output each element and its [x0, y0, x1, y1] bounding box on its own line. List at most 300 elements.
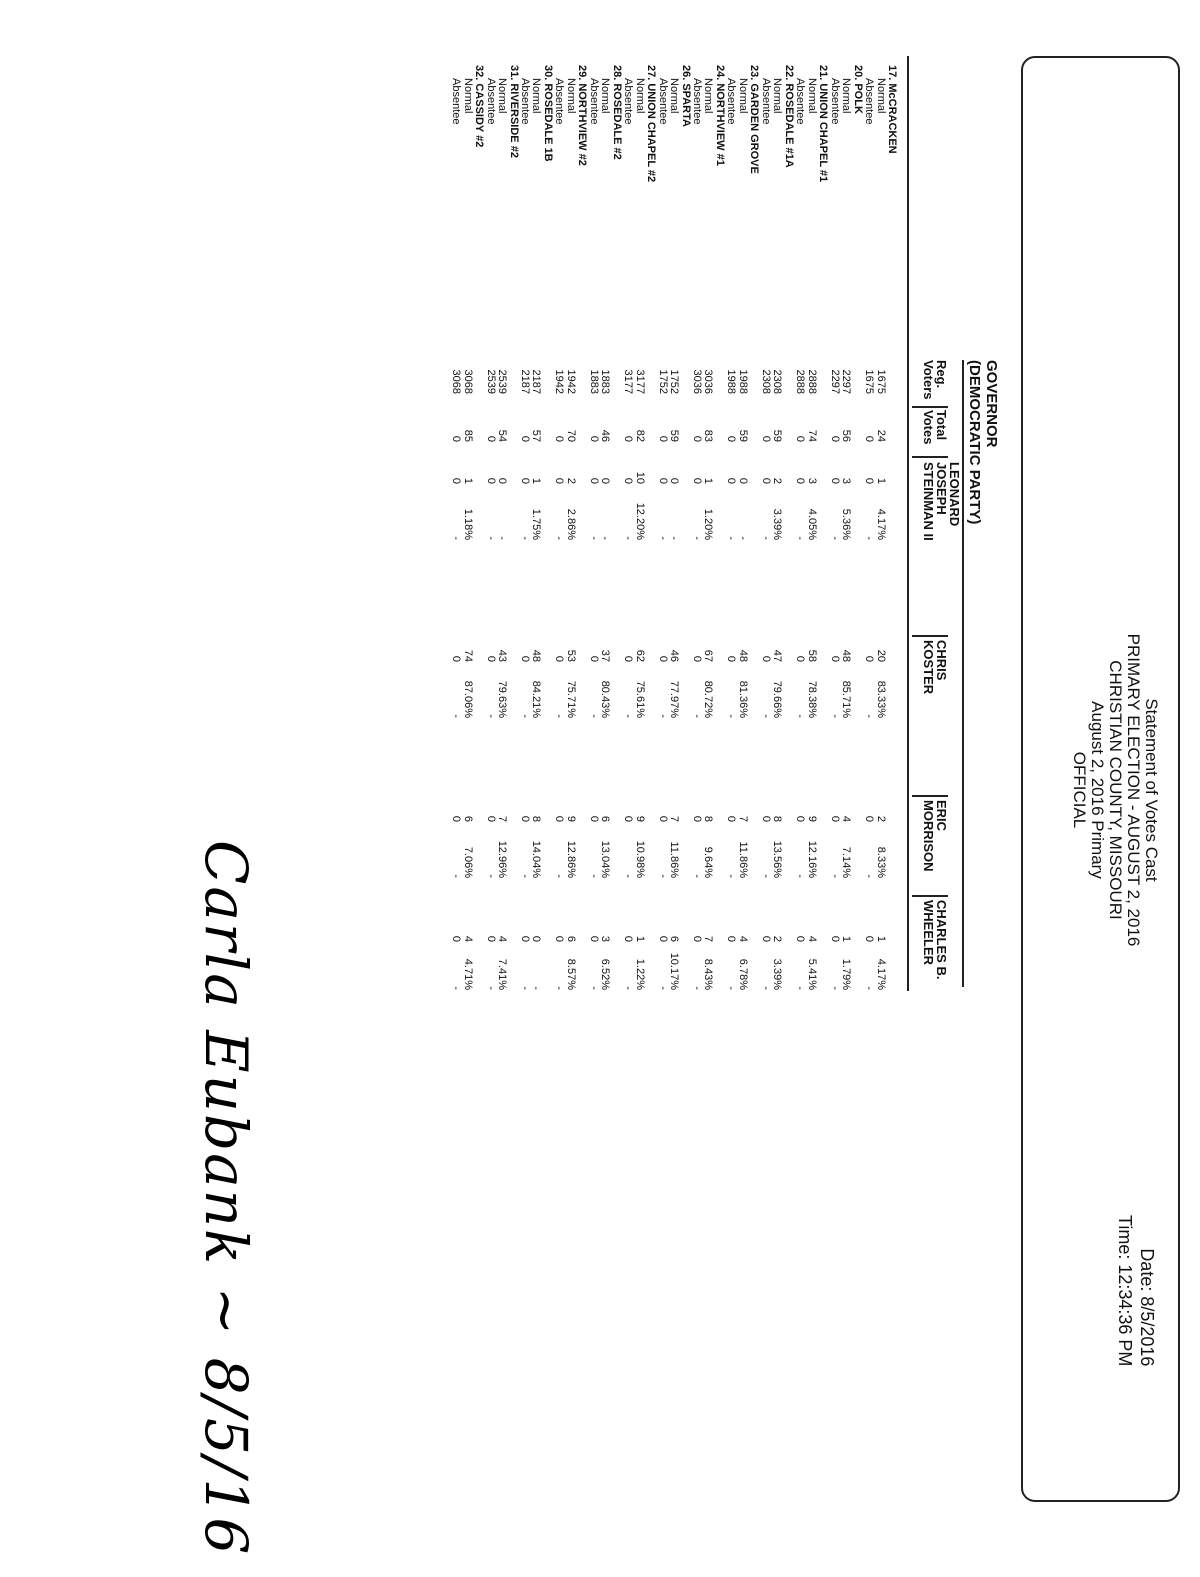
cell-p4: -: [587, 986, 600, 990]
col-reg-voters: [922, 360, 948, 400]
vote-type: Absentee: [519, 78, 531, 125]
table-row: [484, 60, 495, 1060]
col-divider: [912, 406, 948, 408]
cell-c3: 8: [530, 815, 543, 822]
cell-c3: 9: [805, 815, 818, 822]
precinct-header-row: [576, 60, 587, 1060]
cell-c4: 0: [530, 935, 543, 942]
vote-type: Normal: [736, 78, 749, 114]
cell-c4: 0: [450, 935, 463, 942]
cell-c2: 0: [794, 655, 807, 662]
report-header: [1070, 440, 1160, 1140]
cell-c3: 0: [691, 815, 704, 822]
cell-p4: -: [484, 986, 497, 990]
cell-c3: 7: [496, 815, 509, 822]
cell-p4: -: [656, 986, 669, 990]
cell-c2: 67: [702, 649, 715, 662]
cell-reg: 3068: [461, 369, 474, 394]
cell-p2: 84.21%: [530, 680, 543, 718]
cell-c1: 1: [461, 477, 474, 484]
cell-c4: 6: [564, 935, 577, 942]
cell-p1: -: [587, 536, 600, 540]
cell-total: 0: [553, 435, 566, 442]
cell-c1: 0: [863, 477, 876, 484]
vote-type: Normal: [564, 78, 577, 114]
cell-p4: 8.43%: [702, 958, 715, 990]
cell-c3: 8: [771, 815, 784, 822]
cell-c4: 0: [484, 935, 497, 942]
cell-c3: 0: [656, 815, 669, 822]
table-row: [622, 60, 633, 1060]
cell-p4: -: [530, 986, 543, 990]
cell-c3: 9: [564, 815, 577, 822]
cell-c4: 0: [553, 935, 566, 942]
vote-type: Absentee: [450, 78, 463, 125]
cell-total: 0: [759, 435, 772, 442]
vote-type: Absentee: [587, 78, 600, 125]
header-line: OFFICIAL: [1070, 751, 1089, 829]
col-candidate-steinman: [922, 462, 961, 541]
table-row: [840, 60, 851, 1060]
cell-p2: 77.97%: [668, 680, 681, 718]
cell-c1: 0: [450, 477, 463, 484]
cell-total: 74: [805, 429, 818, 442]
cell-p1: 5.36%: [840, 508, 853, 540]
cell-p2: 79.66%: [771, 680, 784, 718]
cell-c1: 0: [794, 477, 807, 484]
cell-c4: 1: [633, 935, 646, 942]
cell-c3: 0: [519, 815, 531, 822]
cell-c1: 1: [530, 477, 543, 484]
cell-p1: -: [599, 536, 612, 540]
precinct-name: 28. ROSEDALE #2: [610, 65, 623, 160]
cell-c2: 37: [599, 649, 612, 662]
cell-c4: 7: [702, 935, 715, 942]
table-row: [496, 60, 507, 1060]
precinct-name: 27. UNION CHAPEL #2: [645, 65, 658, 183]
cell-p4: -: [828, 986, 841, 990]
cell-p3: -: [828, 874, 841, 878]
cell-reg: 3177: [633, 369, 646, 394]
cell-p1: 2.86%: [564, 508, 577, 540]
cell-reg: 2187: [530, 369, 543, 394]
results-table: [450, 60, 897, 1060]
cell-c4: 4: [496, 935, 509, 942]
col-label: Reg.: [934, 360, 949, 389]
cell-p1: 1.18%: [461, 508, 474, 540]
table-row: [794, 60, 805, 1060]
vote-type: Absentee: [622, 78, 635, 125]
cell-p3: -: [622, 874, 635, 878]
cell-c2: 53: [564, 649, 577, 662]
cell-reg: 1942: [564, 369, 577, 394]
cell-c3: 0: [828, 815, 841, 822]
cell-total: 83: [702, 429, 715, 442]
cell-reg: 2539: [496, 369, 509, 394]
cell-p1: 12.20%: [633, 502, 646, 540]
cell-p1: -: [622, 536, 635, 540]
table-row: [599, 60, 610, 1060]
cell-p3: 9.64%: [702, 846, 715, 878]
cell-p1: 4.05%: [805, 508, 818, 540]
cell-p2: 85.71%: [840, 680, 853, 718]
cell-c2: 48: [530, 649, 543, 662]
cell-p3: 11.86%: [736, 841, 749, 878]
cell-p1: -: [759, 536, 772, 540]
cell-p3: 12.16%: [805, 840, 818, 878]
table-row: [874, 60, 885, 1060]
cell-p4: 10.17%: [668, 952, 681, 990]
cell-p3: -: [484, 874, 497, 878]
cell-p1: -: [553, 536, 566, 540]
cell-reg: 3036: [702, 369, 715, 394]
cell-c3: 0: [725, 815, 738, 822]
cell-c4: 0: [794, 935, 807, 942]
cell-p3: -: [794, 874, 807, 878]
table-row: [828, 60, 839, 1060]
col-label: WHEELER: [921, 900, 936, 965]
cell-p4: -: [725, 986, 738, 990]
report-timestamp: [1114, 1215, 1158, 1366]
col-divider: [912, 456, 948, 458]
cell-c4: 1: [840, 935, 853, 942]
cell-reg: 2187: [519, 369, 531, 394]
cell-c4: 6: [668, 935, 681, 942]
precinct-name: 32. CASSIDY #2: [473, 65, 486, 148]
cell-total: 0: [794, 435, 807, 442]
cell-total: 82: [633, 429, 646, 442]
cell-p3: 12.86%: [564, 840, 577, 878]
cell-c4: 0: [587, 935, 600, 942]
col-label: ERIC: [934, 800, 949, 832]
cell-p4: 4.17%: [874, 958, 887, 990]
col-label: MORRISON: [921, 800, 936, 872]
cell-reg: 2539: [484, 369, 497, 394]
header-rule: [962, 360, 964, 987]
cell-p4: 6.78%: [736, 958, 749, 990]
cell-total: 57: [530, 429, 543, 442]
table-row: [530, 60, 541, 1060]
header-line: CHRISTIAN COUNTY, MISSOURI: [1106, 660, 1125, 920]
cell-p2: 83.33%: [874, 680, 887, 718]
cell-c3: 9: [633, 815, 646, 822]
race-title: [966, 360, 1000, 524]
cell-reg: 2308: [759, 369, 772, 394]
cell-c1: 0: [587, 477, 600, 484]
cell-reg: 2308: [771, 369, 784, 394]
cell-c3: 0: [450, 815, 463, 822]
cell-reg: 1752: [668, 369, 681, 394]
precinct-name: 26. SPARTA: [679, 65, 692, 127]
cell-p4: 1.79%: [840, 958, 853, 990]
precinct-header-row: [541, 60, 552, 1060]
col-candidate-koster: [922, 640, 948, 694]
cell-c1: 0: [553, 477, 566, 484]
table-row: [587, 60, 598, 1060]
cell-p1: -: [828, 536, 841, 540]
precinct-header-row: [610, 60, 621, 1060]
col-label: Total: [934, 410, 949, 441]
cell-c3: 0: [587, 815, 600, 822]
cell-c2: 0: [656, 655, 669, 662]
cell-c2: 62: [633, 649, 646, 662]
cell-total: 0: [863, 435, 876, 442]
cell-p1: -: [668, 536, 681, 540]
cell-reg: 1988: [725, 369, 738, 394]
cell-total: 0: [484, 435, 497, 442]
table-row: [461, 60, 472, 1060]
table-row: [759, 60, 770, 1060]
cell-p1: -: [496, 536, 509, 540]
cell-p2: 81.36%: [736, 680, 749, 718]
vote-type: Absentee: [794, 78, 807, 125]
official-signature: Carla Eubank ~ 8/5/16: [192, 840, 260, 1557]
cell-c3: 8: [702, 815, 715, 822]
precinct-header-row: [748, 60, 759, 1060]
cell-c2: 58: [805, 649, 818, 662]
cell-p4: -: [691, 986, 704, 990]
cell-p1: 4.17%: [874, 508, 887, 540]
cell-p2: -: [587, 714, 600, 718]
cell-total: 0: [587, 435, 600, 442]
cell-p3: 12.96%: [496, 840, 509, 878]
cell-p2: -: [828, 714, 841, 718]
cell-total: 0: [656, 435, 669, 442]
cell-c3: 7: [736, 815, 749, 822]
cell-p3: -: [725, 874, 738, 878]
cell-p2: -: [484, 714, 497, 718]
cell-total: 0: [519, 435, 531, 442]
cell-p1: 1.20%: [702, 508, 715, 540]
table-row: [805, 60, 816, 1060]
cell-p2: 79.63%: [496, 680, 509, 718]
col-divider: [912, 795, 948, 797]
cell-p2: -: [622, 714, 635, 718]
cell-p4: -: [450, 986, 463, 990]
cell-c2: 48: [736, 649, 749, 662]
vote-type: Normal: [668, 78, 681, 114]
cell-p4: -: [519, 986, 531, 990]
cell-p3: 8.33%: [874, 846, 887, 878]
cell-p2: 80.43%: [599, 680, 612, 718]
cell-c4: 0: [759, 935, 772, 942]
table-row: [633, 60, 644, 1060]
cell-p2: -: [450, 714, 463, 718]
cell-p2: 80.72%: [702, 680, 715, 718]
cell-c3: 2: [874, 815, 887, 822]
cell-p1: -: [725, 536, 738, 540]
cell-p1: -: [519, 536, 531, 540]
cell-p3: 13.56%: [771, 840, 784, 878]
precinct-name: 30. ROSEDALE 1B: [541, 65, 554, 162]
cell-p3: -: [450, 874, 463, 878]
vote-type: Normal: [771, 78, 784, 114]
cell-c2: 0: [484, 655, 497, 662]
precinct-header-row: [782, 60, 793, 1060]
cell-p4: -: [622, 986, 635, 990]
race-party: (DEMOCRATIC PARTY): [966, 360, 983, 525]
cell-c1: 0: [484, 477, 497, 484]
cell-p4: 1.22%: [633, 958, 646, 990]
vote-type: Normal: [599, 78, 612, 114]
cell-c2: 0: [863, 655, 876, 662]
vote-type: Normal: [461, 78, 474, 114]
cell-c2: 74: [461, 649, 474, 662]
cell-c2: 43: [496, 649, 509, 662]
cell-c4: 0: [656, 935, 669, 942]
cell-p2: -: [553, 714, 566, 718]
vote-type: Absentee: [725, 78, 738, 125]
cell-p4: 3.39%: [771, 958, 784, 990]
precinct-header-row: [679, 60, 690, 1060]
cell-p3: -: [656, 874, 669, 878]
cell-reg: 1988: [736, 369, 749, 394]
cell-c1: 0: [599, 477, 612, 484]
table-row: [450, 60, 461, 1060]
cell-p1: -: [863, 536, 876, 540]
cell-p2: -: [656, 714, 669, 718]
table-row: [863, 60, 874, 1060]
col-label: CHARLES B.: [934, 900, 949, 980]
cell-c1: 1: [702, 477, 715, 484]
cell-p1: -: [691, 536, 704, 540]
table-rule: [907, 56, 909, 991]
cell-c2: 0: [622, 655, 635, 662]
cell-reg: 1942: [553, 369, 566, 394]
vote-type: Normal: [633, 78, 646, 114]
cell-total: 0: [622, 435, 635, 442]
cell-c1: 0: [828, 477, 841, 484]
col-label: CHRIS: [934, 640, 949, 681]
cell-c4: 4: [736, 935, 749, 942]
cell-p2: 75.71%: [564, 680, 577, 718]
col-label: KOSTER: [921, 640, 936, 695]
cell-reg: 2888: [794, 369, 807, 394]
col-divider: [912, 635, 948, 637]
cell-p3: 11.86%: [668, 841, 681, 878]
vote-type: Normal: [496, 78, 509, 114]
cell-c4: 0: [519, 935, 531, 942]
cell-total: 59: [736, 429, 749, 442]
cell-p2: -: [725, 714, 738, 718]
vote-type: Normal: [702, 78, 715, 114]
vote-type: Absentee: [656, 78, 669, 125]
col-label: STEINMAN II: [921, 462, 936, 541]
vote-type: Normal: [874, 78, 887, 114]
cell-reg: 1883: [599, 369, 612, 394]
table-row: [771, 60, 782, 1060]
cell-c3: 6: [599, 815, 612, 822]
cell-reg: 3177: [622, 369, 635, 394]
cell-c1: 0: [656, 477, 669, 484]
cell-c2: 46: [668, 649, 681, 662]
cell-total: 0: [725, 435, 738, 442]
vote-type: Absentee: [484, 78, 497, 125]
cell-c1: 2: [564, 477, 577, 484]
cell-p4: 4.71%: [461, 958, 474, 990]
cell-p3: 10.98%: [633, 840, 646, 878]
cell-p1: -: [484, 536, 497, 540]
cell-p3: -: [863, 874, 876, 878]
cell-c3: 0: [484, 815, 497, 822]
cell-total: 0: [828, 435, 841, 442]
cell-p2: 78.38%: [805, 680, 818, 718]
cell-c2: 0: [519, 655, 531, 662]
cell-p4: 6.52%: [599, 958, 612, 990]
precinct-header-row: [714, 60, 725, 1060]
cell-c1: 0: [691, 477, 704, 484]
cell-p3: 14.04%: [530, 840, 543, 878]
col-divider: [912, 895, 948, 897]
cell-total: 59: [668, 429, 681, 442]
cell-c2: 47: [771, 649, 784, 662]
cell-c1: 3: [805, 477, 818, 484]
cell-reg: 1752: [656, 369, 669, 394]
cell-p2: 75.61%: [633, 680, 646, 718]
cell-total: 70: [564, 429, 577, 442]
race-office: GOVERNOR: [983, 360, 1000, 448]
table-row: [736, 60, 747, 1060]
cell-total: 0: [691, 435, 704, 442]
cell-total: 46: [599, 429, 612, 442]
cell-c1: 0: [496, 477, 509, 484]
table-row: [725, 60, 736, 1060]
cell-p3: -: [587, 874, 600, 878]
cell-p3: -: [691, 874, 704, 878]
cell-p2: -: [691, 714, 704, 718]
precinct-header-row: [473, 60, 484, 1060]
cell-total: 56: [840, 429, 853, 442]
precinct-name: 20. POLK: [851, 65, 864, 114]
report-time: Time: 12:34:36 PM: [1115, 1215, 1135, 1367]
cell-p2: -: [863, 714, 876, 718]
precinct-header-row: [507, 60, 518, 1060]
cell-c3: 0: [553, 815, 566, 822]
cell-p3: -: [519, 874, 531, 878]
col-label: LEONARD: [947, 462, 962, 527]
cell-c3: 0: [863, 815, 876, 822]
cell-p1: -: [450, 536, 463, 540]
vote-type: Absentee: [863, 78, 876, 125]
vote-type: Normal: [840, 78, 853, 114]
cell-c2: 0: [725, 655, 738, 662]
table-row: [553, 60, 564, 1060]
cell-c2: 0: [587, 655, 600, 662]
cell-c2: 0: [691, 655, 704, 662]
vote-type: Absentee: [553, 78, 566, 125]
cell-total: 59: [771, 429, 784, 442]
vote-type: Absentee: [828, 78, 841, 125]
cell-c4: 2: [771, 935, 784, 942]
cell-c4: 1: [874, 935, 887, 942]
cell-c3: 6: [461, 815, 474, 822]
table-row: [691, 60, 702, 1060]
vote-type: Absentee: [759, 78, 772, 125]
cell-p4: 8.57%: [564, 958, 577, 990]
col-label: JOSEPH: [934, 462, 949, 515]
cell-p4: 7.41%: [496, 958, 509, 990]
cell-c4: 4: [461, 935, 474, 942]
report-date: Date: 8/5/2016: [1137, 1248, 1157, 1367]
cell-p4: 5.41%: [805, 958, 818, 990]
cell-c4: 3: [599, 935, 612, 942]
cell-p1: 1.75%: [530, 508, 543, 540]
cell-total: 85: [461, 429, 474, 442]
vote-type: Normal: [530, 78, 543, 114]
table-row: [668, 60, 679, 1060]
cell-reg: 3068: [450, 369, 463, 394]
cell-total: 24: [874, 429, 887, 442]
